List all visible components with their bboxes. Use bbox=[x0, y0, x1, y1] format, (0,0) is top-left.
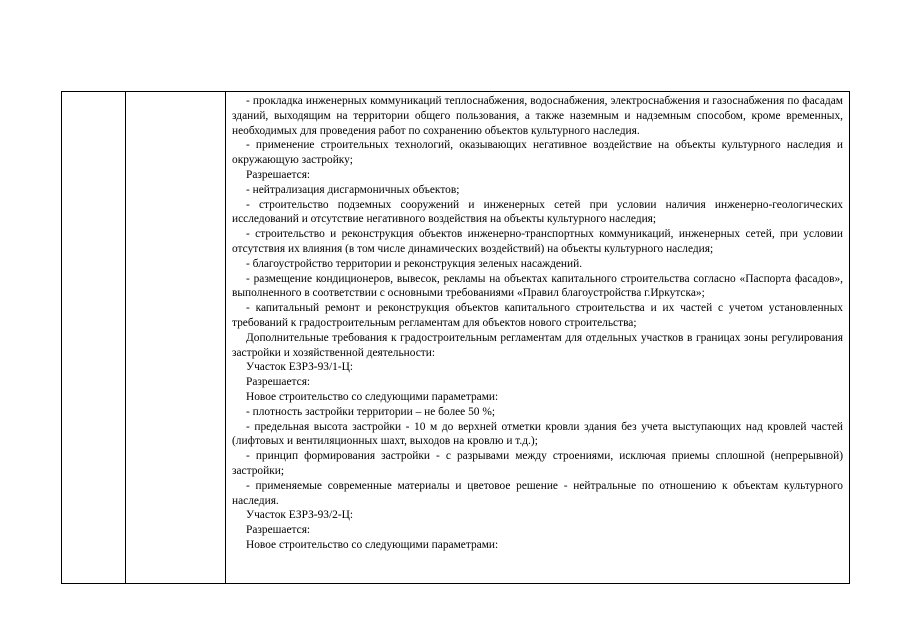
paragraph: Новое строительство со следующими параметрами: bbox=[246, 390, 499, 403]
paragraph: - капитальный ремонт и реконструкция объектов капитального строительства и их частей с учетом установленных требований к градостроительным регламентам для объектов нового строительства; bbox=[232, 302, 843, 329]
paragraph: - прокладка инженерных коммуникаций теплоснабжения, водоснабжения, электроснабжения и газоснабжения по фасадам зданий, выходящим на территории общего пользования, а также наземным и надземным способом, кроме временных, необходимых для проведения работ по сохранению объектов культурного наследия. bbox=[232, 95, 843, 137]
paragraph: Разрешается: bbox=[246, 168, 311, 181]
table-cell-requirements bbox=[226, 92, 850, 584]
paragraph: - благоустройство территории и реконструкция зеленых насаждений. bbox=[246, 257, 583, 270]
paragraph: - плотность застройки территории – не более 50 %; bbox=[246, 405, 495, 418]
paragraph: Новое строительство со следующими параметрами: bbox=[246, 538, 499, 551]
requirements-text bbox=[226, 92, 849, 583]
paragraph: - строительство подземных сооружений и инженерных сетей при условии наличия инженерно-геологических исследований и отсутствие негативного воздействия на объекты культурного наследия; bbox=[232, 198, 843, 226]
paragraph: Разрешается: bbox=[246, 376, 311, 389]
paragraph: - размещение кондиционеров, вывесок, рекламы на объектах капитального строительства согласно «Паспорта фасадов», выполненного в соответствии с основными требованиями «Правил благоустройства г.Иркутска»; bbox=[232, 272, 843, 300]
paragraph: Участок ЕЗРЗ-93/2-Ц: bbox=[246, 509, 354, 522]
table-cell-number bbox=[62, 92, 126, 584]
paragraph: Разрешается: bbox=[246, 524, 311, 537]
paragraph: Участок ЕЗРЗ-93/1-Ц: bbox=[246, 361, 354, 374]
paragraph: - строительство и реконструкция объектов инженерно-транспортных коммуникаций, инженерных сетей, при условии отсутствия их влияния (в том числе динамических воздействий) на объекты культурного наследия; bbox=[232, 228, 843, 255]
paragraph: - применяемые современные материалы и цветовое решение - нейтральные по отношению к объектам культурного наследия. bbox=[232, 479, 843, 507]
paragraph: - принцип формирования застройки - с разрывами между строениями, исключая приемы сплошной (непрерывной) застройки; bbox=[232, 450, 843, 477]
table-row bbox=[62, 92, 850, 584]
paragraph: - применение строительных технологий, оказывающих негативное воздействие на объекты культурного наследия и окружающую застройку; bbox=[232, 139, 843, 167]
table-cell-zone bbox=[126, 92, 226, 584]
paragraph: - предельная высота застройки - 10 м до верхней отметки кровли здания без учета выступающих над кровлей частей (лифтовых и вентиляционных шахт, выходов на кровлю и т.д.); bbox=[232, 420, 843, 448]
regulation-table bbox=[61, 91, 850, 584]
paragraph: Дополнительные требования к градостроительным регламентам для отдельных участков в границах зоны регулирования застройки и хозяйственной деятельности: bbox=[232, 331, 843, 359]
paragraph: - нейтрализация дисгармоничных объектов; bbox=[246, 183, 460, 196]
